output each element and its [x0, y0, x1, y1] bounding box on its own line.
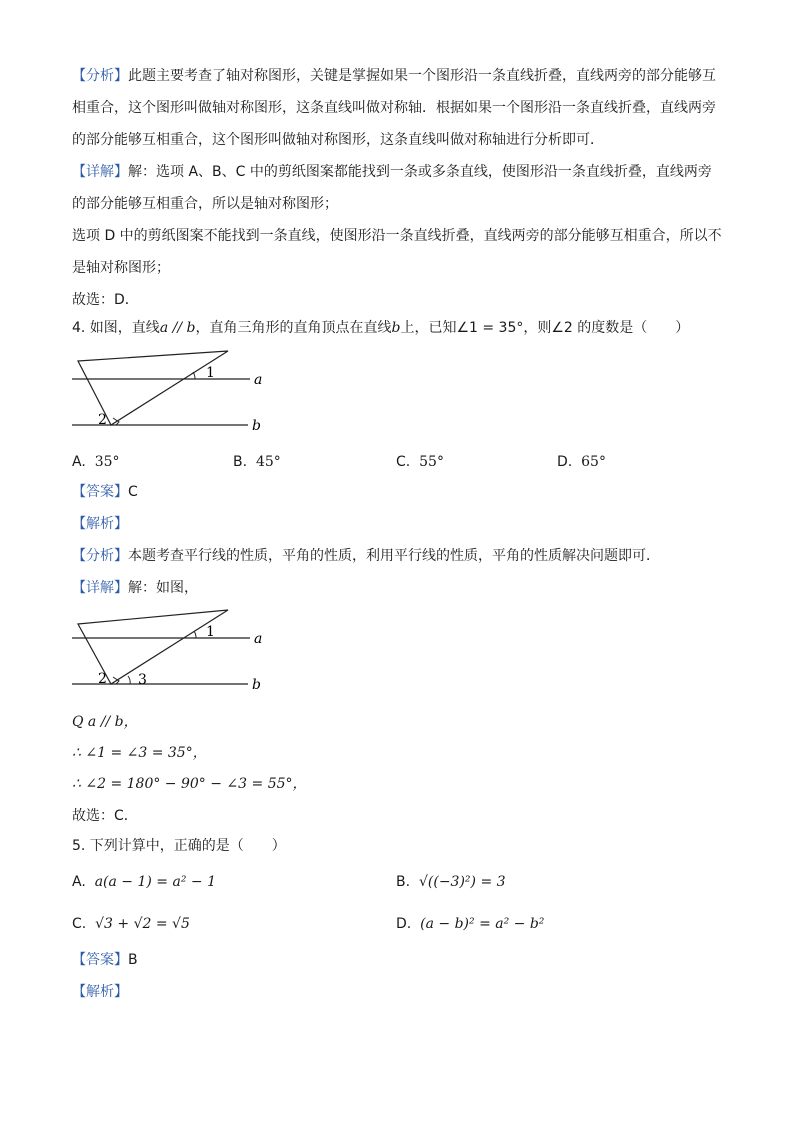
analysis-tag: 【分析】	[72, 68, 128, 84]
prev-analysis-line-3: 的部分能够互相重合，这个图形叫做轴对称图形，这条直线叫做对称轴进行分析即可．	[72, 132, 604, 148]
q5-jiexi-tag: 【解析】	[72, 984, 128, 1000]
line-b-label: b	[252, 418, 261, 434]
angle-3-arc	[128, 676, 130, 684]
prev-analysis-line-1: 【分析】此题主要考查了轴对称图形，关键是掌握如果一个图形沿一条直线折叠，直线两旁的部分能够互	[72, 68, 716, 84]
q4-option-c[interactable]: C. 55°	[396, 454, 444, 470]
q4-option-d[interactable]: D. 65°	[557, 454, 606, 470]
angle-1-arc	[194, 631, 196, 638]
angle-1-arc	[193, 372, 195, 379]
prev-detail-line-1: 【详解】解：选项 A、B、C 中的剪纸图案都能找到一条或多条直线，使图形沿一条直线折叠，直线两旁	[72, 164, 712, 180]
prev-detail-line-3: 选项 D 中的剪纸图案不能找到一条直线，使图形沿一条直线折叠，直线两旁的部分能够互相重合，所以不	[72, 228, 722, 244]
prev-analysis-line-2: 相重合，这个图形叫做轴对称图形，这条直线叫做对称轴．根据如果一个图形沿一条直线折叠，直线两旁	[72, 100, 716, 116]
q4-stem: 4. 如图，直线a // b，直角三角形的直角顶点在直线b上，已知∠1 = 35°，则∠2 的度数是（ ）	[72, 320, 690, 336]
angle-2-label: 2	[98, 671, 107, 687]
q4-option-a[interactable]: A. 35°	[72, 454, 120, 470]
line-b-label: b	[252, 677, 261, 693]
prev-detail-line-4: 是轴对称图形；	[72, 260, 170, 276]
line-a-label: a	[254, 631, 263, 647]
q5-stem: 5. 下列计算中，正确的是（ ）	[72, 838, 286, 854]
q4-step-1: Q a // b，	[72, 714, 138, 730]
q4-conclusion: 故选：C．	[72, 808, 138, 824]
angle-1-label: 1	[206, 365, 215, 381]
q4-option-b[interactable]: B. 45°	[233, 454, 281, 470]
q5-option-d[interactable]: D. (a − b)² = a² − b²	[396, 916, 545, 932]
line-a-label: a	[254, 372, 263, 388]
detail-tag: 【详解】	[72, 164, 128, 180]
angle-2-label: 2	[98, 412, 107, 428]
angle-3-label: 3	[138, 672, 147, 688]
prev-conclusion: 故选：D．	[72, 292, 139, 308]
q4-solution-figure	[68, 604, 278, 694]
q4-step-2: ∴ ∠1 = ∠3 = 35°，	[72, 745, 207, 761]
q4-analysis: 【分析】本题考查平行线的性质，平角的性质，利用平行线的性质，平角的性质解决问题即可．	[72, 548, 660, 564]
prev-detail-line-2: 的部分能够互相重合，所以是轴对称图形；	[72, 196, 338, 212]
q4-detail: 【详解】解：如图，	[72, 580, 198, 596]
q4-answer: 【答案】C	[72, 484, 138, 500]
q5-option-a[interactable]: A. a(a − 1) = a² − 1	[72, 874, 216, 890]
q4-figure	[68, 345, 278, 435]
angle-1-label: 1	[206, 624, 215, 640]
q5-option-c[interactable]: C. √3 + √2 = √5	[72, 916, 190, 932]
q4-step-3: ∴ ∠2 = 180° − 90° − ∠3 = 55°，	[72, 776, 307, 792]
q5-answer: 【答案】B	[72, 952, 138, 968]
q5-option-b[interactable]: B. √((−3)²) = 3	[396, 874, 506, 890]
q4-jiexi-tag: 【解析】	[72, 516, 128, 532]
